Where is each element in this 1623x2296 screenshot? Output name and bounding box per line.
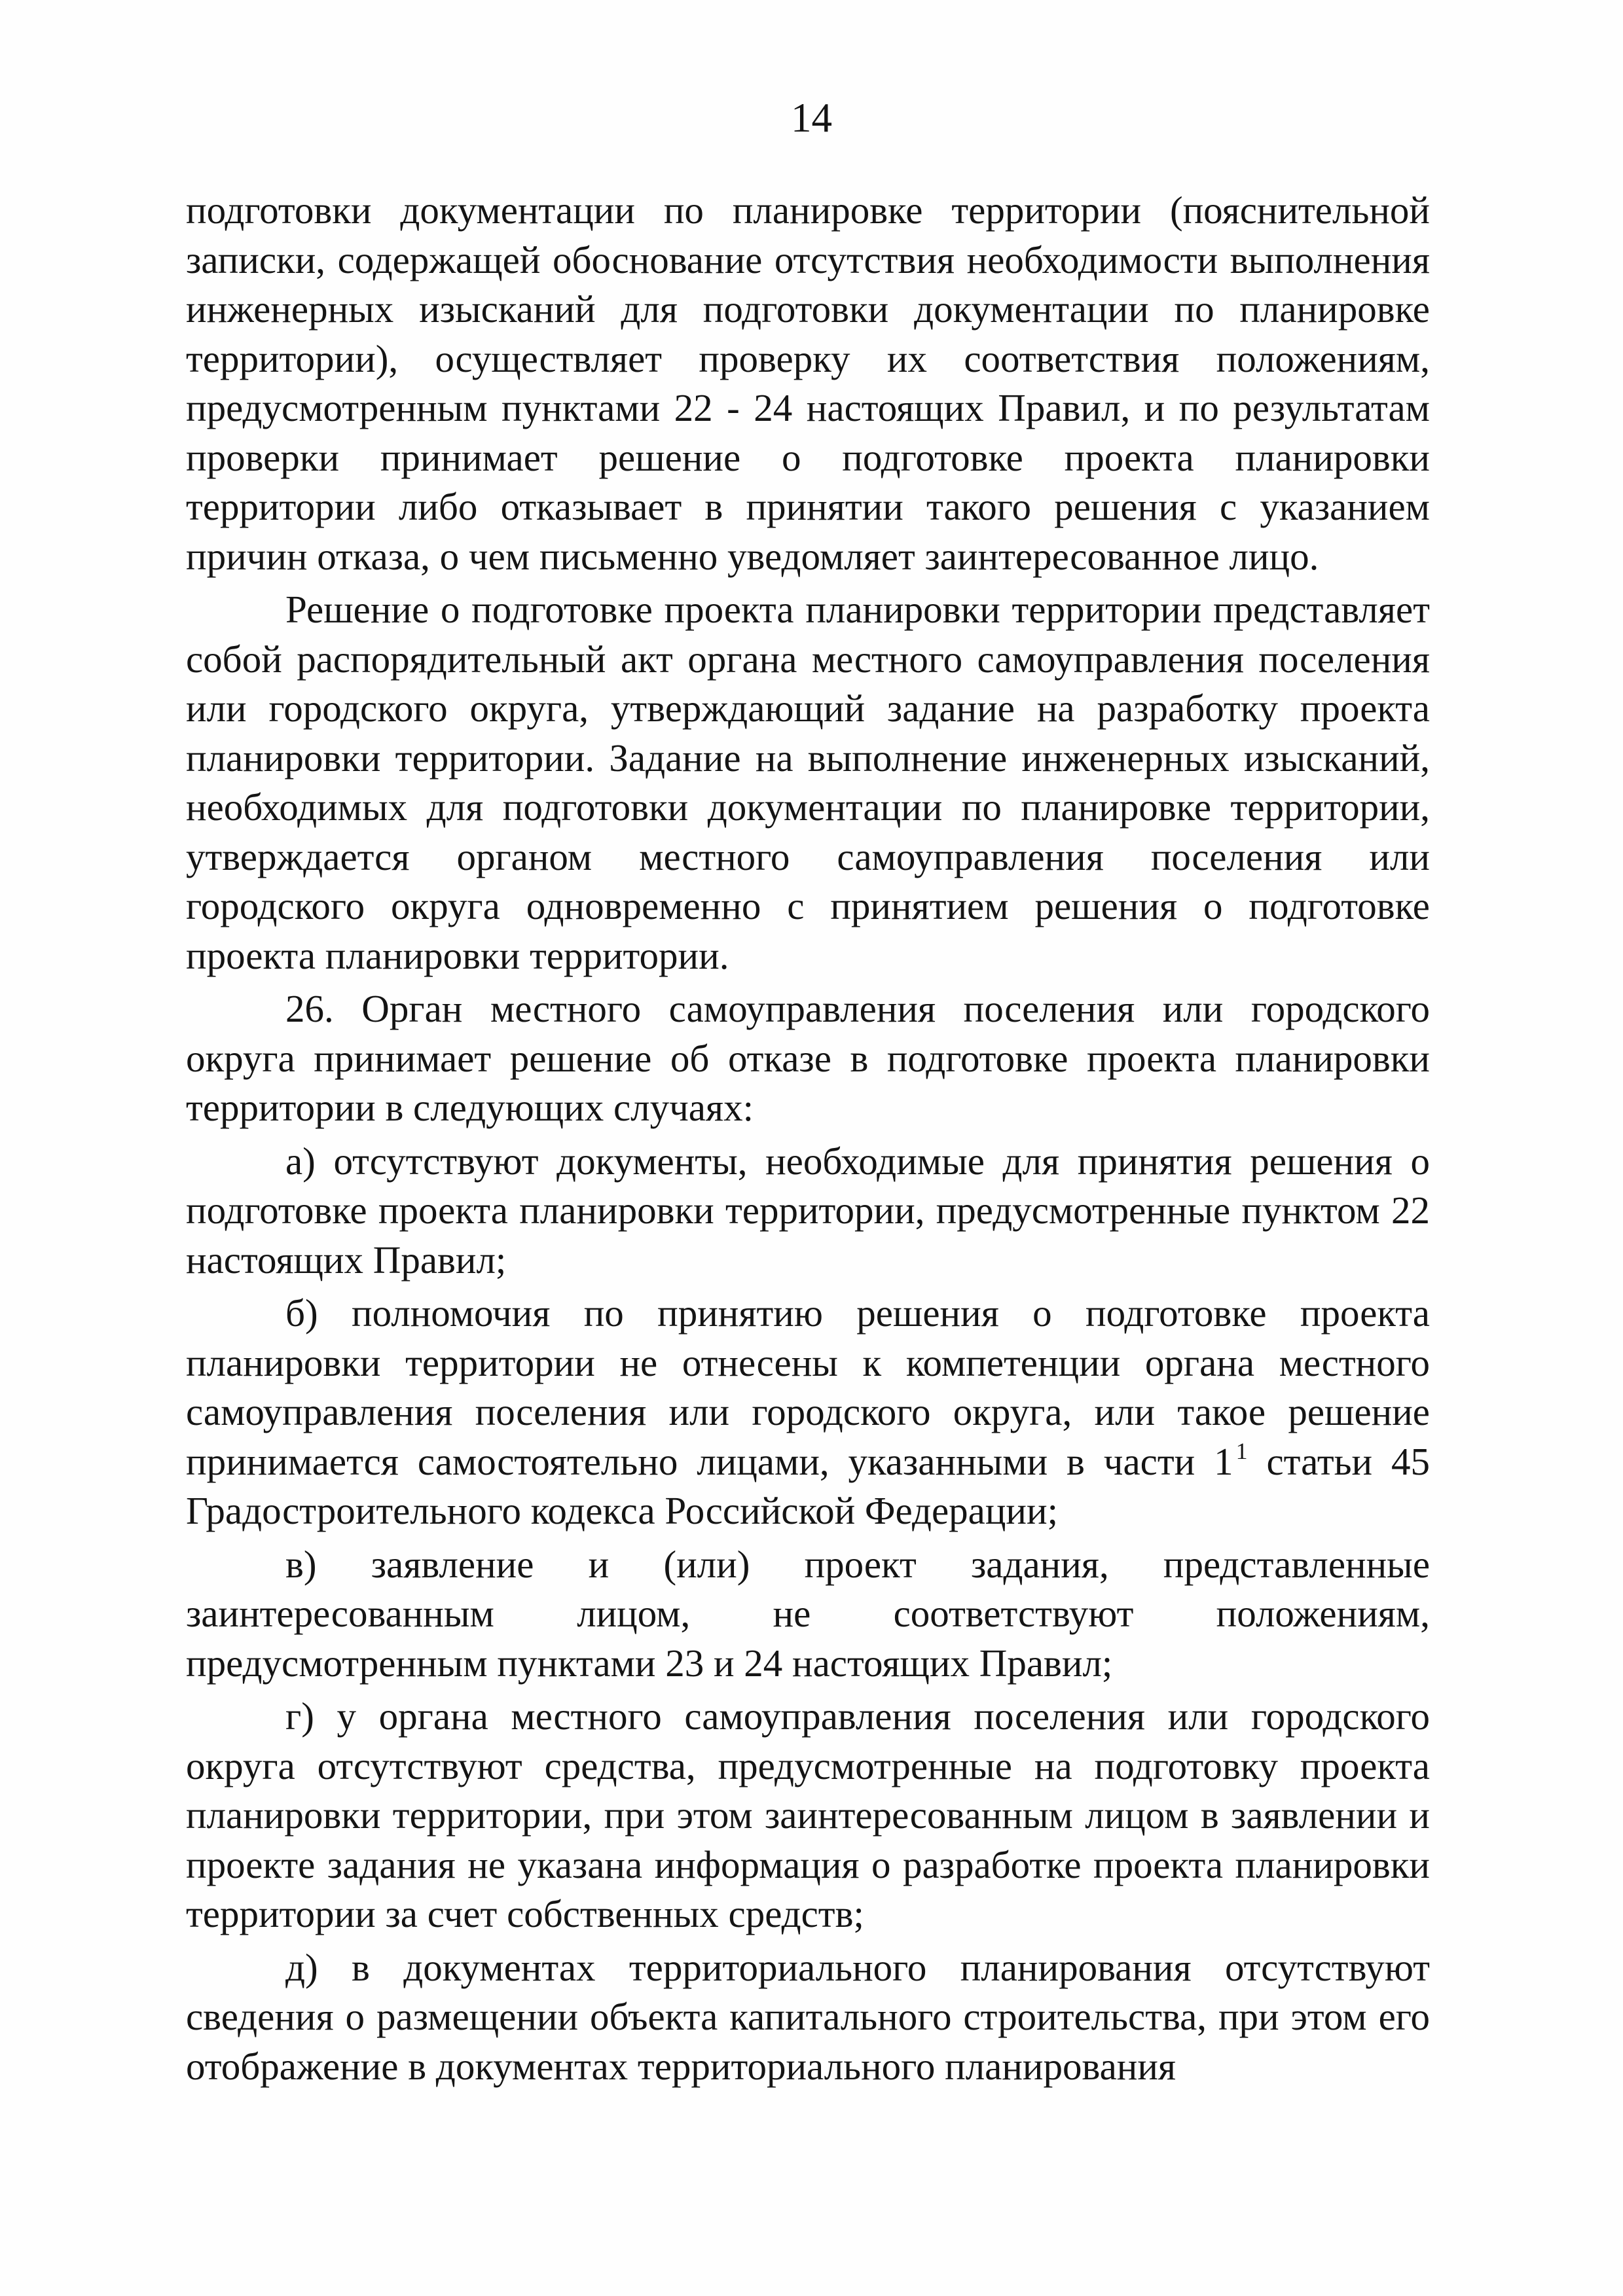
- list-item-b: [186, 1289, 1430, 1536]
- paragraph-clause-26: 26. Орган местного самоуправления поселения или городского округа принимает решение об отказе в подготовке проекта планировки территории в следующих случаях:: [186, 987, 1430, 1129]
- document-body: [186, 186, 1430, 2091]
- list-item-b-text-before: б) полномочия по принятию решения о подготовке проекта планировки территории не отнесены к компетенции органа местного самоуправления поселения или городского округа, или такое решение принимается самостоятельно лицами, указанными в части 1: [186, 1291, 1430, 1483]
- list-item-g: г) у органа местного самоуправления поселения или городского округа отсутствуют средства, предусмотренные на подготовку проекта планировки территории, при этом заинтересованным лицом в заявлении и проекте задания не указана информация о разработке проекта планировки территории за счет собственных средств;: [186, 1695, 1430, 1935]
- list-item-a: а) отсутствуют документы, необходимые для принятия решения о подготовке проекта планировки территории, предусмотренные пунктом 22 настоящих Правил;: [186, 1139, 1430, 1282]
- page-number: 14: [791, 95, 832, 141]
- list-item-d: д) в документах территориального планирования отсутствуют сведения о размещении объекта капитального строительства, при этом его отображение в документах территориального планирования: [186, 1945, 1430, 2088]
- list-item-v: в) заявление и (или) проект задания, представленные заинтересованным лицом, не соответствуют положениям, предусмотренным пунктами 23 и 24 настоящих Правил;: [186, 1542, 1430, 1685]
- superscript-one: 1: [1235, 1437, 1248, 1464]
- list-item-b-text-after: статьи 45 Градостроительного кодекса Российской Федерации;: [186, 1439, 1430, 1532]
- paragraph-continuation: подготовки документации по планировке территории (пояснительной записки, содержащей обоснование отсутствия необходимости выполнения инженерных изысканий для подготовки документации по планировке территории), осуществляет проверку их соответствия положениям, предусмотренным пунктами 22 - 24 настоящих Правил, и по результатам проверки принимает решение о подготовке проекта планировки территории либо отказывает в принятии такого решения с указанием причин отказа, о чем письменно уведомляет заинтересованное лицо.: [186, 188, 1430, 578]
- paragraph-decision-act: Решение о подготовке проекта планировки территории представляет собой распорядительный акт органа местного самоуправления поселения или городского округа, утверждающий задание на разработку проекта планировки территории. Задание на выполнение инженерных изысканий, необходимых для подготовки документации по планировке территории, утверждается органом местного самоуправления поселения или городского округа одновременно с принятием решения о подготовке проекта планировки территории.: [186, 588, 1430, 977]
